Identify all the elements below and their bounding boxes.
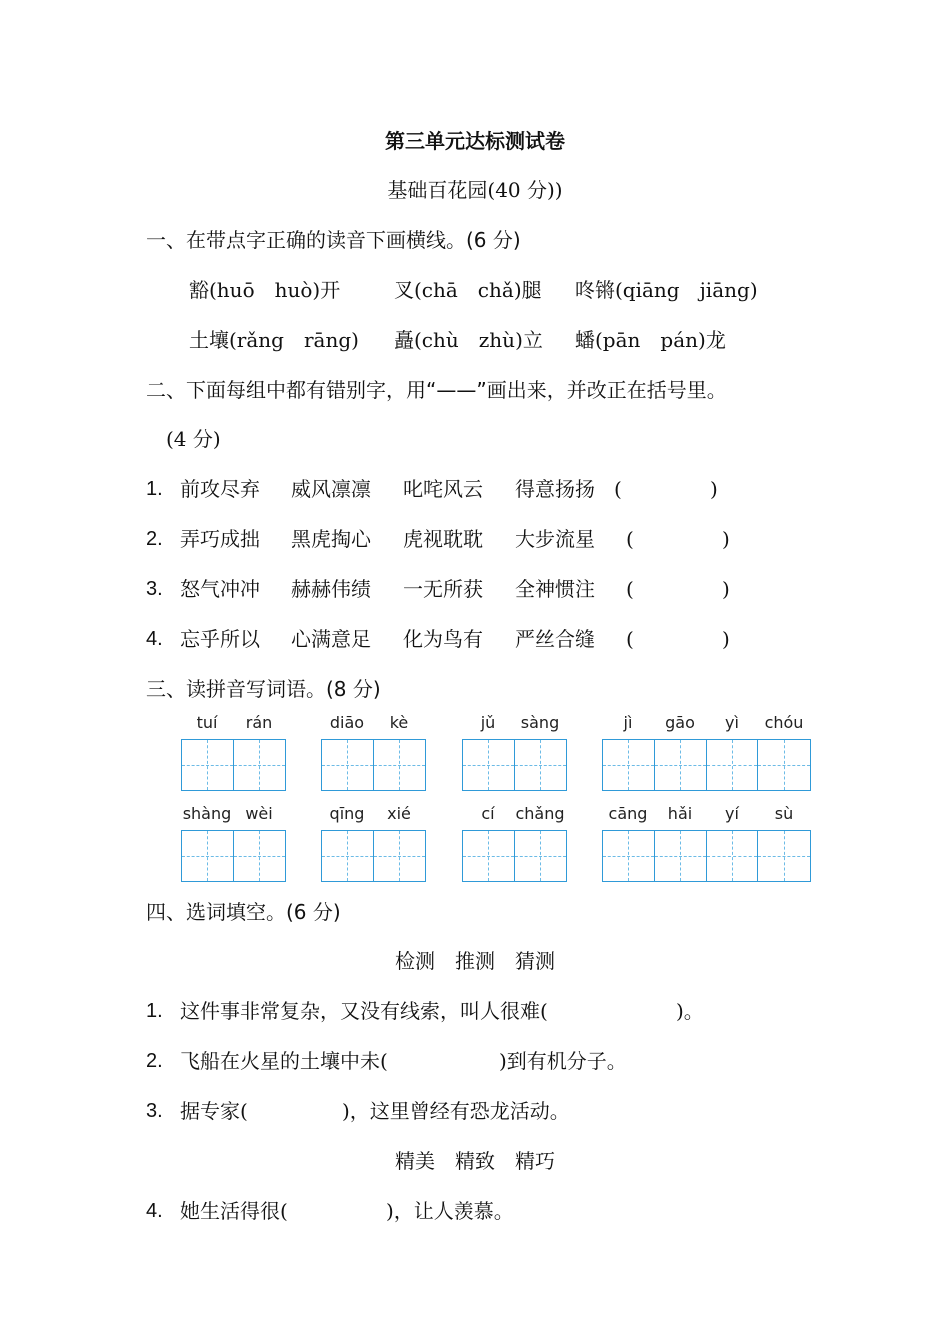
writing-grid[interactable] (462, 739, 567, 791)
q1-item: 土壤(rǎng rāng) (189, 328, 359, 352)
pinyin-syllable: wèi (245, 804, 273, 823)
writing-cell[interactable] (707, 740, 759, 790)
writing-cell[interactable] (655, 831, 707, 881)
answer-bracket-open: ( (614, 477, 622, 501)
q2-word: 全神惯注 (515, 577, 595, 601)
q2-word: 严丝合缝 (515, 627, 595, 651)
q2-word: 大步流星 (515, 527, 595, 551)
writing-cell[interactable] (322, 831, 374, 881)
writing-grid[interactable] (602, 830, 811, 882)
q2-word: 前攻尽弃 (180, 477, 260, 501)
q4-sentence-before: 这件事非常复杂，又没有线索，叫人很难( (180, 999, 548, 1023)
pinyin-syllable: jì (623, 713, 633, 732)
question-4-heading: 四、选词填空。(6 分) (146, 900, 341, 924)
answer-bracket-open: ( (626, 627, 634, 651)
q4-sentence-after: )到有机分子。 (499, 1049, 627, 1073)
writing-cell[interactable] (374, 740, 426, 790)
answer-bracket-close: ) (710, 477, 718, 501)
q2-item-number: 2. (146, 528, 163, 550)
writing-cell[interactable] (515, 831, 567, 881)
pinyin-syllable: qīng (329, 804, 365, 823)
q4-sentence-after: )，让人羡慕。 (386, 1199, 514, 1223)
pinyin-syllable: yì (725, 713, 739, 732)
writing-grid[interactable] (462, 830, 567, 882)
pinyin-syllable: tuí (196, 713, 218, 732)
pinyin-syllable: cí (481, 804, 495, 823)
q2-word: 威风凛凛 (291, 477, 371, 501)
question-2-heading: 二、下面每组中都有错别字，用“——”画出来，并改正在括号里。 (146, 378, 727, 402)
writing-cell[interactable] (758, 831, 810, 881)
q4-sentence-before: 据专家( (180, 1099, 248, 1123)
q2-word: 化为鸟有 (403, 627, 483, 651)
q2-item-number: 3. (146, 578, 163, 600)
q2-word: 弄巧成拙 (180, 527, 260, 551)
q4-sentence-before: 她生活得很( (180, 1199, 288, 1223)
pinyin-syllable: shàng (182, 804, 232, 823)
writing-cell[interactable] (603, 831, 655, 881)
q2-word: 一无所获 (403, 577, 483, 601)
writing-cell[interactable] (655, 740, 707, 790)
q4-sentence-after: )，这里曾经有恐龙活动。 (342, 1099, 570, 1123)
pinyin-syllable: hǎi (667, 804, 693, 823)
pinyin-syllable: sù (774, 804, 794, 823)
q2-word: 黑虎掏心 (291, 527, 371, 551)
writing-cell[interactable] (234, 831, 286, 881)
q2-item-number: 1. (146, 478, 163, 500)
q1-item: 豁(huō huò)开 (189, 278, 341, 302)
q4-item-number: 3. (146, 1100, 163, 1122)
pinyin-syllable: xié (387, 804, 411, 823)
q4-item-number: 2. (146, 1050, 163, 1072)
q2-word: 得意扬扬 (515, 477, 595, 501)
q1-item: 矗(chù zhù)立 (394, 328, 543, 352)
writing-grid[interactable] (602, 739, 811, 791)
writing-cell[interactable] (463, 831, 515, 881)
word-options: 精美 精致 精巧 (395, 1149, 555, 1173)
writing-cell[interactable] (603, 740, 655, 790)
writing-cell[interactable] (374, 831, 426, 881)
question-2-score: (4 分) (166, 427, 221, 451)
pinyin-syllable: cāng (608, 804, 648, 823)
answer-bracket-open: ( (626, 577, 634, 601)
writing-grid[interactable] (181, 739, 286, 791)
answer-bracket-close: ) (722, 627, 730, 651)
answer-bracket-open: ( (626, 527, 634, 551)
q2-word: 心满意足 (291, 627, 371, 651)
q1-item: 叉(chā chǎ)腿 (394, 278, 542, 302)
writing-cell[interactable] (707, 831, 759, 881)
q4-item-number: 4. (146, 1200, 163, 1222)
q2-word: 忘乎所以 (180, 627, 260, 651)
writing-cell[interactable] (182, 740, 234, 790)
pinyin-syllable: kè (389, 713, 409, 732)
writing-cell[interactable] (322, 740, 374, 790)
answer-bracket-close: ) (722, 577, 730, 601)
pinyin-syllable: rán (245, 713, 273, 732)
answer-bracket-close: ) (722, 527, 730, 551)
writing-cell[interactable] (182, 831, 234, 881)
q2-word: 虎视耽耽 (403, 527, 483, 551)
question-3-heading: 三、读拼音写词语。(8 分) (146, 677, 381, 701)
page-title: 第三单元达标测试卷 (385, 129, 565, 153)
pinyin-syllable: chǎng (515, 804, 565, 823)
q2-word: 怒气冲冲 (180, 577, 260, 601)
writing-cell[interactable] (515, 740, 567, 790)
writing-grid[interactable] (181, 830, 286, 882)
q1-item: 蟠(pān pán)龙 (575, 328, 726, 352)
pinyin-syllable: chóu (764, 713, 804, 732)
writing-grid[interactable] (321, 739, 426, 791)
writing-grid[interactable] (321, 830, 426, 882)
pinyin-syllable: sàng (520, 713, 560, 732)
section-subtitle: 基础百花园(40 分)) (387, 178, 563, 202)
pinyin-syllable: diāo (329, 713, 365, 732)
writing-cell[interactable] (463, 740, 515, 790)
pinyin-syllable: jǔ (480, 713, 496, 732)
writing-cell[interactable] (234, 740, 286, 790)
q1-item: 咚锵(qiāng jiāng) (575, 278, 758, 302)
writing-cell[interactable] (758, 740, 810, 790)
q4-sentence-after: )。 (676, 999, 704, 1023)
pinyin-syllable: yí (725, 804, 739, 823)
q4-sentence-before: 飞船在火星的土壤中未( (180, 1049, 388, 1073)
q4-item-number: 1. (146, 1000, 163, 1022)
word-options: 检测 推测 猜测 (395, 949, 555, 973)
q2-word: 赫赫伟绩 (291, 577, 371, 601)
pinyin-syllable: gāo (665, 713, 695, 732)
q2-item-number: 4. (146, 628, 163, 650)
q2-word: 叱咤风云 (403, 477, 483, 501)
question-1-heading: 一、在带点字正确的读音下画横线。(6 分) (146, 228, 521, 252)
